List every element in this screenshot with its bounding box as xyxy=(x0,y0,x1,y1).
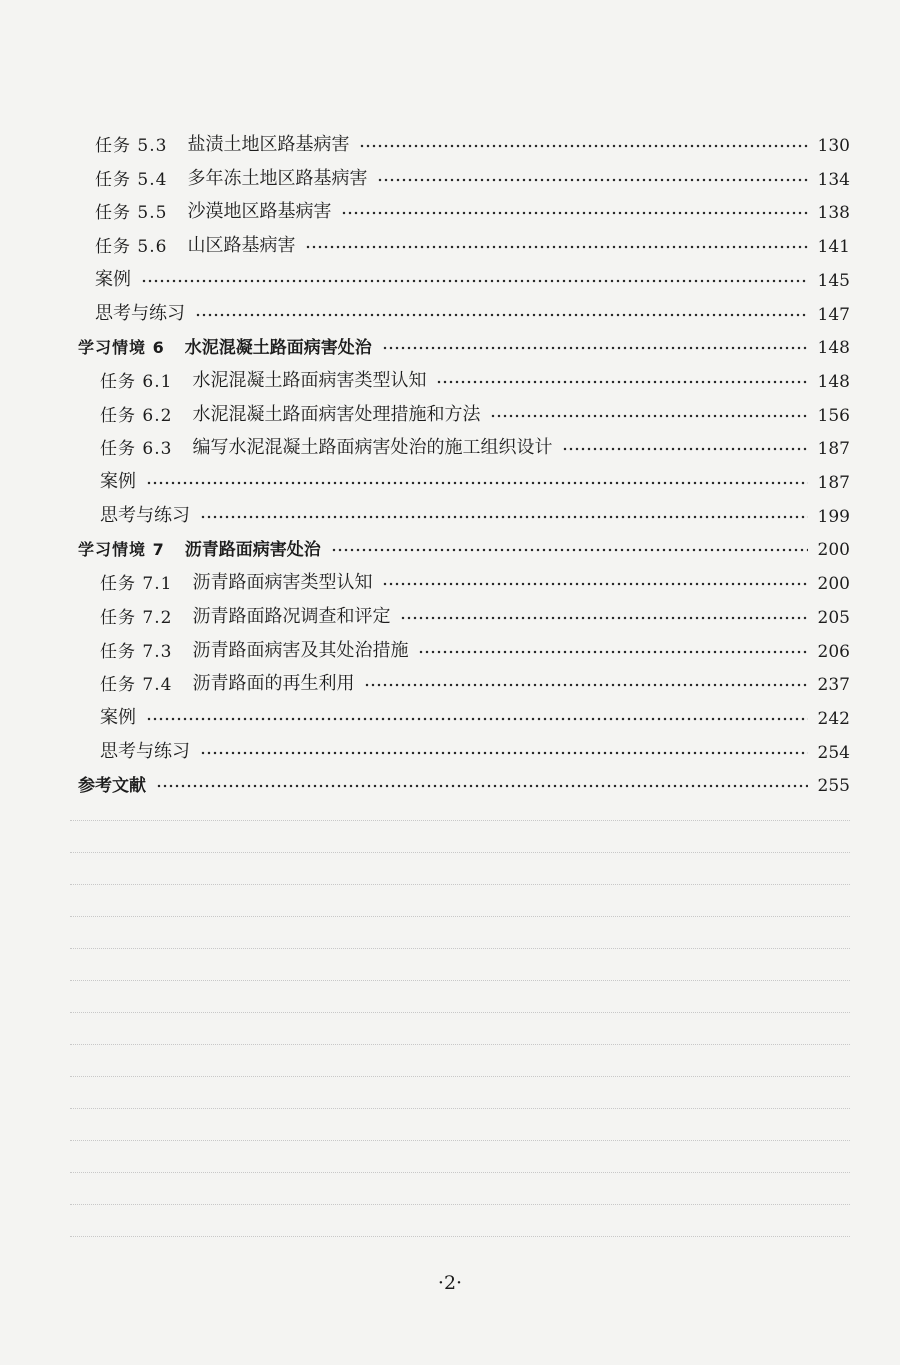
toc-entry-row[interactable] xyxy=(0,195,900,223)
toc-entry-title: 思考与练习 xyxy=(100,504,190,526)
toc-entry-number: 任务 7.1 xyxy=(100,574,173,595)
dot-leader xyxy=(382,580,807,588)
toc-entry-title: 沥青路面病害及其处治措施 xyxy=(192,639,409,661)
toc-entry-title: 沥青路面病害处治 xyxy=(184,540,321,561)
dot-leader xyxy=(400,614,807,622)
toc-entry-page: 199 xyxy=(817,506,850,527)
toc-entry-title: 沙漠地区路基病害 xyxy=(187,201,332,223)
toc-entry-page: 255 xyxy=(817,776,850,797)
toc-entry-page: 147 xyxy=(817,304,850,325)
toc-entry-number: 任务 5.3 xyxy=(95,136,168,156)
toc-entry-page: 237 xyxy=(817,675,850,696)
toc-entry-number: 任务 6.3 xyxy=(100,439,173,460)
dot-leader xyxy=(418,648,807,656)
dot-leader xyxy=(436,378,807,386)
toc-entry-page: 130 xyxy=(817,136,850,156)
dot-leader xyxy=(377,176,807,184)
dot-leader xyxy=(305,243,807,251)
toc-entry-page: 187 xyxy=(817,439,850,460)
toc-entry-title: 案例 xyxy=(100,471,136,492)
toc-entry-row[interactable] xyxy=(0,701,900,729)
toc-entry-page: 254 xyxy=(817,742,850,763)
toc-entry-page: 242 xyxy=(817,708,850,729)
toc-entry-row[interactable] xyxy=(0,364,900,392)
toc-entry-title: 思考与练习 xyxy=(95,302,185,324)
toc-entry-title: 思考与练习 xyxy=(100,740,190,762)
page-number: ·2· xyxy=(437,1272,463,1294)
toc-entry-title: 水泥混凝土路面病害处治 xyxy=(184,338,372,359)
toc-entry-page: 148 xyxy=(817,338,850,359)
toc-entry-page: 148 xyxy=(817,371,850,392)
toc-entry-title: 沥青路面的再生利用 xyxy=(192,673,355,695)
toc-entry-row[interactable] xyxy=(0,566,900,594)
toc-entry-number: 任务 7.2 xyxy=(100,607,173,628)
toc-entry-row[interactable] xyxy=(0,229,900,257)
toc-entry-row[interactable] xyxy=(0,162,900,190)
toc-entry-row[interactable] xyxy=(0,297,900,325)
toc-entry-row[interactable] xyxy=(0,499,900,527)
dot-leader xyxy=(141,277,808,285)
dot-leader xyxy=(341,209,807,217)
toc-entry-number: 学习情境 6 xyxy=(78,338,165,358)
toc-entry-row[interactable] xyxy=(0,398,900,426)
dot-leader xyxy=(146,715,808,723)
toc-entry-page: 206 xyxy=(817,641,850,662)
toc-entry-number: 任务 7.3 xyxy=(100,641,173,662)
toc-entry-number: 任务 5.6 xyxy=(95,237,168,258)
toc-entry-title: 案例 xyxy=(95,268,131,290)
toc-entry-title: 多年冻土地区路基病害 xyxy=(187,167,368,189)
toc-entry-row[interactable] xyxy=(0,263,900,291)
toc-entry-title: 沥青路面病害类型认知 xyxy=(192,572,373,594)
toc-entry-title: 水泥混凝土路面病害类型认知 xyxy=(192,369,427,391)
toc-entry-number: 任务 7.4 xyxy=(100,675,173,696)
toc-entry-title: 盐渍土地区路基病害 xyxy=(187,134,350,155)
toc-entry-number: 任务 6.2 xyxy=(100,405,173,426)
toc-entry-number: 任务 5.5 xyxy=(95,203,168,224)
dot-leader xyxy=(156,782,808,790)
toc-chapter-row[interactable] xyxy=(0,768,900,796)
toc-entry-row[interactable] xyxy=(0,465,900,493)
toc-entry-row[interactable] xyxy=(0,128,900,156)
toc-entry-title: 案例 xyxy=(100,706,136,728)
dot-leader xyxy=(490,412,807,420)
toc-entry-page: 200 xyxy=(817,574,850,595)
dot-leader xyxy=(364,681,807,689)
toc-entry-title: 沥青路面路况调查和评定 xyxy=(192,605,391,627)
toc-entry-row[interactable] xyxy=(0,431,900,459)
dot-leader xyxy=(331,546,808,554)
toc-entry-number: 学习情境 7 xyxy=(78,540,165,560)
toc-entry-page: 145 xyxy=(817,270,850,291)
toc-chapter-row[interactable] xyxy=(0,330,900,358)
toc-entry-page: 187 xyxy=(817,473,850,493)
toc-chapter-row[interactable] xyxy=(0,532,900,560)
toc-entry-page: 141 xyxy=(817,237,850,258)
toc-entry-number: 任务 6.1 xyxy=(100,371,173,392)
dot-leader xyxy=(195,311,808,319)
toc-entry-row[interactable] xyxy=(0,735,900,763)
dot-leader xyxy=(359,142,807,150)
toc-entry-title: 参考文献 xyxy=(78,776,146,797)
toc-entry-page: 156 xyxy=(817,405,850,426)
dot-leader xyxy=(146,479,808,487)
toc-entry-row[interactable] xyxy=(0,634,900,662)
toc-entry-page: 205 xyxy=(817,607,850,628)
toc-entry-page: 200 xyxy=(817,540,850,561)
dot-leader xyxy=(382,344,808,352)
toc-entry-row[interactable] xyxy=(0,667,900,695)
dot-leader xyxy=(562,445,807,453)
toc-entry-page: 134 xyxy=(817,169,850,190)
dot-leader xyxy=(200,513,808,521)
toc-entry-page: 138 xyxy=(817,203,850,224)
toc-entry-title: 编写水泥混凝土路面病害处治的施工组织设计 xyxy=(192,437,553,459)
dot-leader xyxy=(200,749,808,757)
toc-entry-title: 山区路基病害 xyxy=(187,235,296,257)
toc-entry-number: 任务 5.4 xyxy=(95,169,168,190)
toc-entry-row[interactable] xyxy=(0,600,900,628)
toc-entry-title: 水泥混凝土路面病害处理措施和方法 xyxy=(192,403,481,425)
